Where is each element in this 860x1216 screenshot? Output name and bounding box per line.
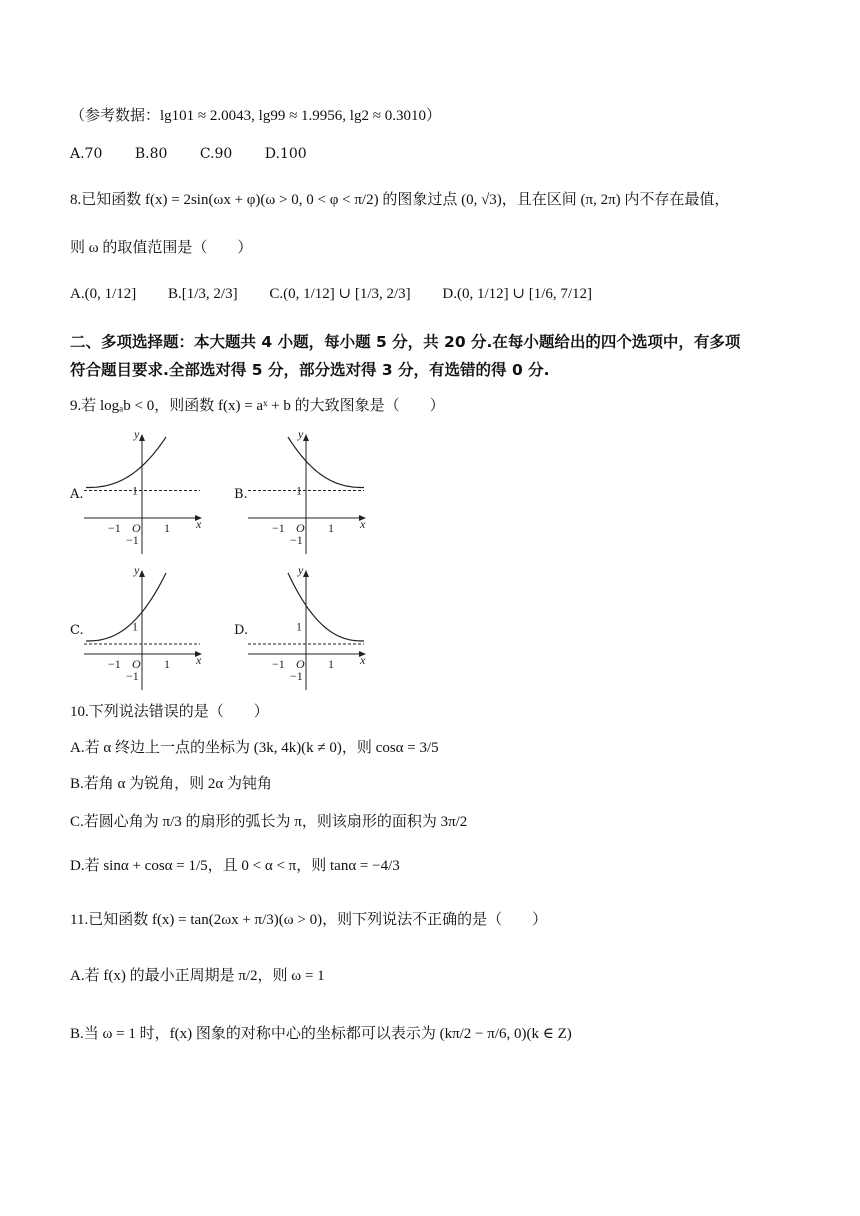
q8-option-d: D.(0, 1/12] ∪ [1/6, 7/12] bbox=[442, 286, 593, 302]
q7-option-c: C.90 bbox=[199, 146, 233, 162]
x-axis-label: x bbox=[196, 517, 202, 531]
q11-option-b: B.当 ω = 1 时，f(x) 图象的对称中心的坐标都可以表示为 (kπ/2 − π/6, 0)(k ∈ Z) bbox=[70, 1026, 572, 1042]
neg-one-x-tick-label: −1 bbox=[272, 521, 285, 535]
section2-heading-line1: 二、多项选择题：本大题共 4 小题，每小题 5 分，共 20 分.在每小题给出的四个选项中，有多项 bbox=[70, 333, 741, 351]
q7-option-d: D.100 bbox=[264, 146, 307, 162]
one-x-tick-label: 1 bbox=[164, 657, 170, 671]
neg-one-y-tick-label: −1 bbox=[126, 669, 139, 683]
q8-option-b: B.[1/3, 2/3] bbox=[168, 286, 238, 302]
origin-label: O bbox=[296, 521, 305, 535]
y-axis-label: y bbox=[298, 428, 304, 441]
q8-stem-line2: 则 ω 的取值范围是（ ） bbox=[70, 240, 253, 256]
exponential-curve bbox=[288, 437, 364, 488]
q9-graph-label-a: A. bbox=[70, 487, 84, 502]
origin-label: O bbox=[132, 657, 141, 671]
exponential-curve bbox=[86, 437, 166, 488]
neg-one-y-tick-label: −1 bbox=[126, 533, 139, 547]
q9-graph-label-c: C. bbox=[70, 623, 84, 638]
section2-heading-line2: 符合题目要求.全部选对得 5 分，部分选对得 3 分，有选错的得 0 分. bbox=[70, 361, 550, 379]
q10-option-d: D.若 sinα + cosα = 1/5，且 0 < α < π，则 tanα = −4/3 bbox=[70, 858, 400, 874]
y-axis-label: y bbox=[298, 564, 304, 577]
q10-option-a: A.若 α 终边上一点的坐标为 (3k, 4k)(k ≠ 0)，则 cosα = 3/5 bbox=[70, 740, 439, 756]
origin-label: O bbox=[296, 657, 305, 671]
q9-graph-c bbox=[82, 564, 212, 694]
q8-option-a: A.(0, 1/12] bbox=[70, 286, 137, 302]
q7-option-b: B.80 bbox=[134, 146, 168, 162]
q10-option-c: C.若圆心角为 π/3 的扇形的弧长为 π，则该扇形的面积为 3π/2 bbox=[70, 814, 468, 830]
q11-stem: 11.已知函数 f(x) = tan(2ωx + π/3)(ω > 0)，则下列说法不正确的是（ ） bbox=[70, 912, 548, 928]
q9-stem: 9.若 logₐb < 0，则函数 f(x) = aˣ + b 的大致图象是（ ） bbox=[70, 398, 445, 414]
origin-label: O bbox=[132, 521, 141, 535]
neg-one-x-tick-label: −1 bbox=[108, 657, 121, 671]
q9-graph-label-d: D. bbox=[234, 623, 249, 638]
x-axis-label: x bbox=[360, 653, 366, 667]
y-axis-arrow-icon bbox=[139, 434, 145, 441]
y-axis-arrow-icon bbox=[303, 570, 309, 577]
one-x-tick-label: 1 bbox=[328, 521, 334, 535]
one-y-tick-label: 1 bbox=[296, 619, 302, 634]
q9-graph-label-b: B. bbox=[234, 487, 248, 502]
q11-option-a: A.若 f(x) 的最小正周期是 π/2，则 ω = 1 bbox=[70, 968, 325, 984]
neg-one-x-tick-label: −1 bbox=[108, 521, 121, 535]
q7-options bbox=[70, 144, 335, 164]
one-y-tick-label: 1 bbox=[132, 619, 138, 634]
q10-option-b: B.若角 α 为锐角，则 2α 为钝角 bbox=[70, 776, 272, 792]
q9-graph-a bbox=[82, 428, 212, 558]
q10-stem: 10.下列说法错误的是（ ） bbox=[70, 704, 269, 720]
q9-graph-b bbox=[246, 428, 376, 558]
q7-option-a: A.70 bbox=[70, 146, 103, 162]
reference-data-note: （参考数据：lg101 ≈ 2.0043, lg99 ≈ 1.9956, lg2 ≈ 0.3010） bbox=[70, 108, 441, 124]
q8-stem-line1: 8.已知函数 f(x) = 2sin(ωx + φ)(ω > 0, 0 < φ < π/2) 的图象过点 (0, √3)，且在区间 (π, 2π) 内不存在最值， bbox=[70, 192, 730, 208]
x-axis-label: x bbox=[360, 517, 366, 531]
y-axis-arrow-icon bbox=[303, 434, 309, 441]
one-y-tick-label: 1 bbox=[132, 483, 138, 498]
one-y-tick-label: 1 bbox=[296, 483, 302, 498]
q8-options bbox=[70, 284, 620, 304]
neg-one-x-tick-label: −1 bbox=[272, 657, 285, 671]
neg-one-y-tick-label: −1 bbox=[290, 533, 303, 547]
one-x-tick-label: 1 bbox=[164, 521, 170, 535]
neg-one-y-tick-label: −1 bbox=[290, 669, 303, 683]
exponential-curve bbox=[86, 573, 166, 641]
x-axis-label: x bbox=[196, 653, 202, 667]
y-axis-arrow-icon bbox=[139, 570, 145, 577]
one-x-tick-label: 1 bbox=[328, 657, 334, 671]
q8-option-c: C.(0, 1/12] ∪ [1/3, 2/3] bbox=[269, 286, 411, 302]
y-axis-label: y bbox=[134, 428, 140, 441]
q9-graph-d bbox=[246, 564, 376, 694]
y-axis-label: y bbox=[134, 564, 140, 577]
